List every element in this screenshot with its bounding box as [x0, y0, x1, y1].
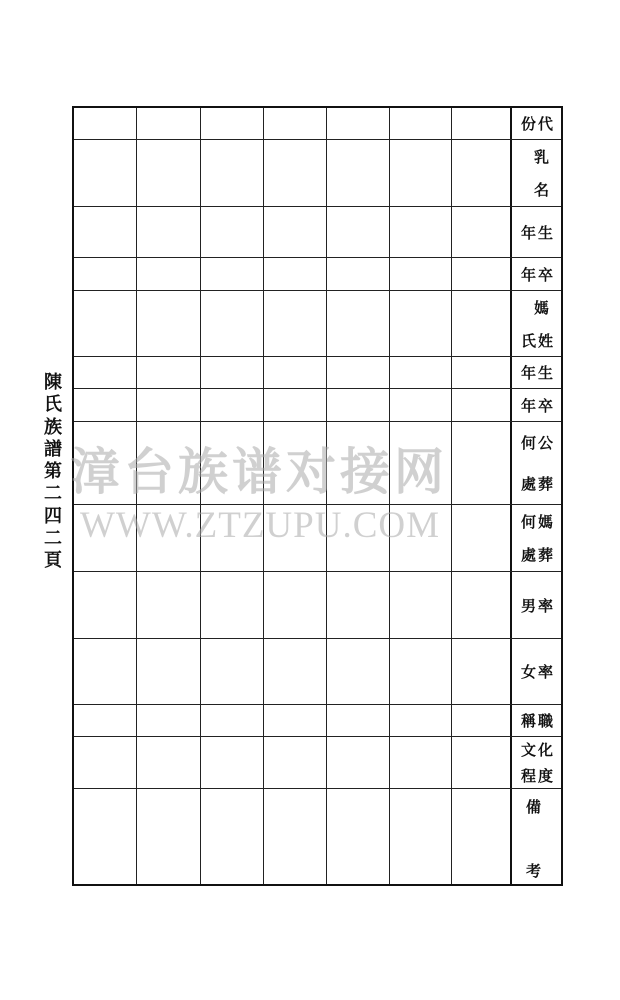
row-label-text: 稱職	[521, 712, 556, 730]
row-labels-column	[510, 106, 563, 886]
row-label-text: 處葬	[521, 475, 556, 494]
row-label-sons	[510, 571, 563, 638]
row-label-text: 年生	[521, 364, 556, 382]
row-label-mother-death-year	[510, 388, 563, 421]
row-label-education	[510, 736, 563, 788]
row-label-generation	[510, 106, 563, 139]
row-divider	[74, 356, 561, 357]
page-label-char: 頁	[44, 550, 62, 572]
page-label-char: 二	[44, 528, 62, 550]
row-label-text: 備	[526, 798, 544, 816]
row-label-text: 年生	[521, 223, 556, 242]
row-label-mother-surname	[510, 290, 563, 356]
row-divider	[74, 736, 561, 737]
row-divider	[74, 704, 561, 705]
row-divider	[74, 257, 561, 258]
row-label-death-year	[510, 257, 563, 290]
row-label-birth-year	[510, 206, 563, 257]
page-label-char: 四	[44, 505, 62, 527]
column-divider	[200, 108, 201, 884]
page-label-char: 第	[44, 461, 62, 483]
row-label-text: 年卒	[521, 396, 556, 415]
row-label-mother-burial	[510, 504, 563, 571]
row-divider	[74, 504, 561, 505]
column-divider	[451, 108, 452, 884]
row-label-remarks	[510, 788, 563, 886]
watermark-chinese: 漳台族谱对接网	[70, 443, 448, 501]
row-label-text: 處葬	[521, 546, 556, 565]
row-label-text: 名	[534, 181, 552, 200]
row-divider	[74, 638, 561, 639]
row-label-text: 份代	[521, 114, 556, 133]
row-label-text: 男率	[521, 596, 556, 615]
row-label-mother-birth-year	[510, 356, 563, 388]
record-table	[72, 106, 563, 886]
row-label-text: 乳	[534, 147, 552, 166]
row-label-text: 氏姓	[521, 331, 556, 350]
row-label-infant-name	[510, 139, 563, 206]
row-divider	[74, 206, 561, 207]
row-label-daughters	[510, 638, 563, 704]
row-label-text: 何媽	[521, 512, 556, 531]
row-label-text: 媽	[534, 298, 552, 317]
row-label-text: 何公	[521, 433, 556, 452]
row-label-title	[510, 704, 563, 736]
page-label-char: 氏	[44, 394, 62, 416]
column-divider	[263, 108, 264, 884]
row-label-text: 考	[526, 862, 544, 880]
row-divider	[74, 788, 561, 789]
page-label	[42, 372, 64, 573]
row-divider	[74, 421, 561, 422]
column-divider	[326, 108, 327, 884]
row-divider	[74, 139, 561, 140]
row-label-father-burial	[510, 421, 563, 504]
page-label-char: 陳	[44, 372, 62, 393]
row-divider	[74, 571, 561, 572]
page-label-char: 譜	[44, 438, 62, 460]
column-divider	[389, 108, 390, 884]
row-label-text: 程度	[521, 767, 556, 785]
row-label-text: 年卒	[521, 265, 556, 284]
row-divider	[74, 290, 561, 291]
row-label-text: 文化	[521, 741, 556, 759]
watermark-url: WWW.ZTZUPU.COM	[80, 505, 440, 546]
row-divider	[74, 388, 561, 389]
row-label-text: 女率	[521, 663, 556, 681]
page-label-char: 族	[44, 416, 62, 438]
column-divider	[136, 108, 137, 884]
page-label-char: 二	[44, 483, 62, 505]
